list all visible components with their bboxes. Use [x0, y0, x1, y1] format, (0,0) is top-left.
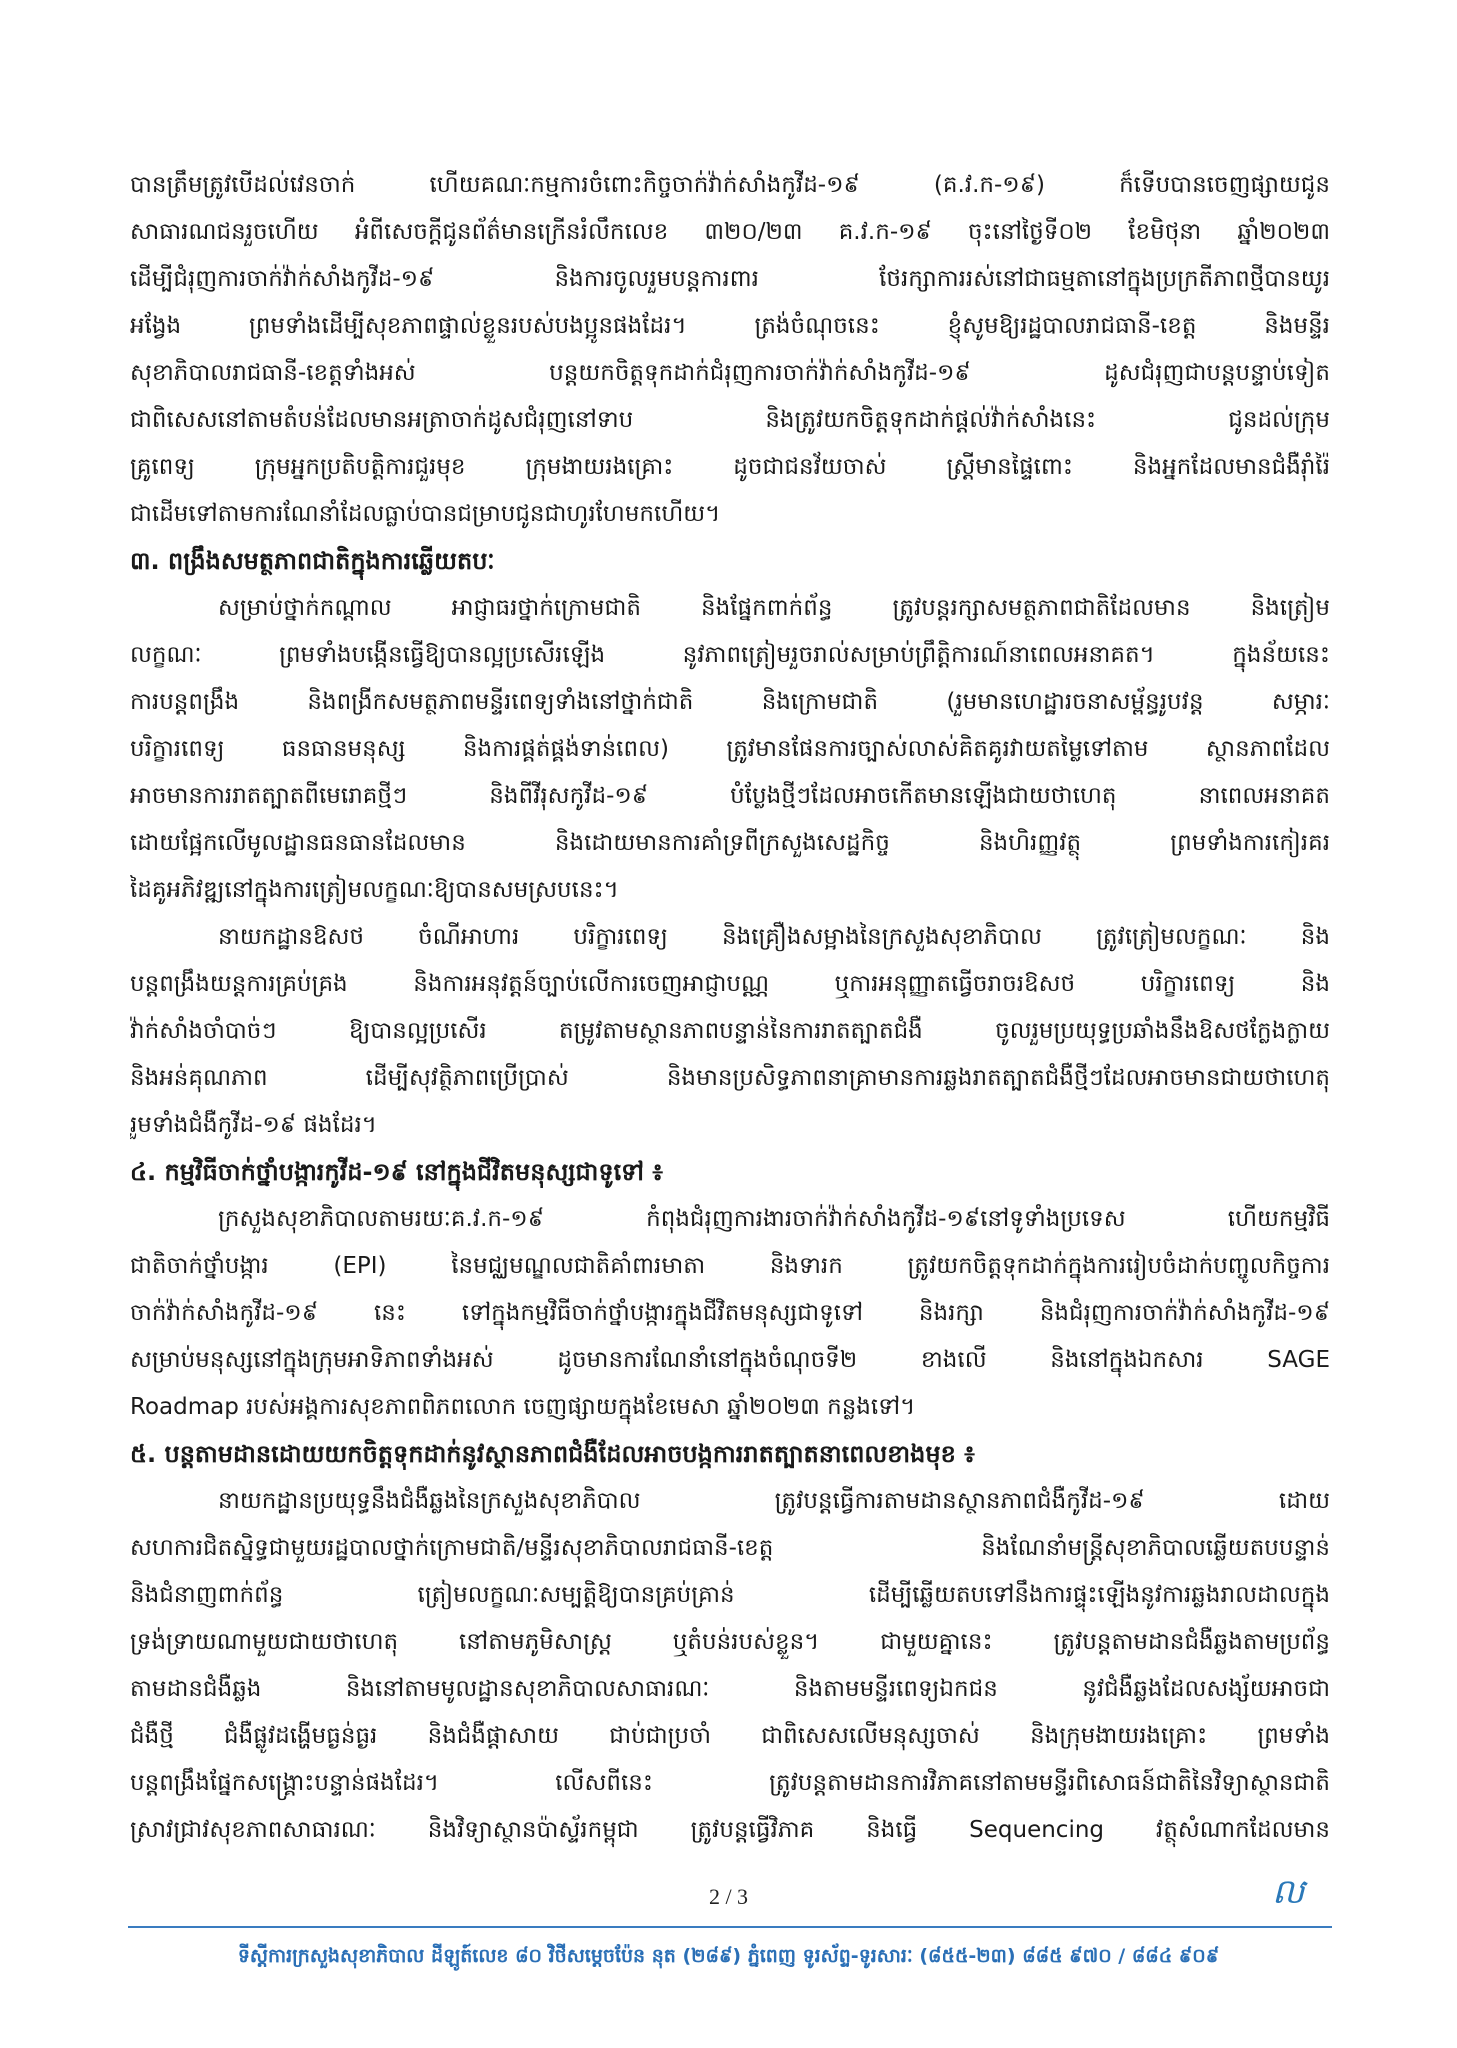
text-line: លក្ខណៈ ព្រមទាំងបង្កើនធ្វើឱ្យបានល្អប្រសើរឡើង នូវភាពត្រៀមរួចរាល់សម្រាប់ព្រឹត្តិការណ៍នាពេលអនាគត។ ក្នុងន័យនេះ — [130, 642, 1330, 668]
text-line: និងជំនាញពាក់ព័ន្ធ ត្រៀមលក្ខណៈសម្បត្តិឱ្យបានគ្រប់គ្រាន់ ដើម្បីឆ្លើយតបទៅនឹងការផ្ទុះឡើងនូវការឆ្លងរាលដាលក្នុង — [130, 1582, 1330, 1608]
text-line: អង្វែង ព្រមទាំងដើម្បីសុខភាពផ្ទាល់ខ្លួនរបស់បងប្អូនផងដែរ។ ត្រង់ចំណុចនេះ ខ្ញុំសូមឱ្យរដ្ឋបាលរាជធានី-ខេត្ត និងមន្ទីរ — [130, 313, 1330, 339]
text-line: ជាពិសេសនៅតាមតំបន់ដែលមានអត្រាចាក់ដូសជំរុញនៅទាប និងត្រូវយកចិត្តទុកដាក់ផ្តល់វ៉ាក់សាំងនេះ ជូនដល់ក្រុម — [130, 407, 1330, 433]
text-line: គ្រូពេទ្យ ក្រុមអ្នកប្រតិបត្តិការជួរមុខ ក្រុមងាយរងគ្រោះ ដូចជាជនវ័យចាស់ ស្ត្រីមានផ្ទៃពោះ និងអ្នកដែលមានជំងឺរ៉ាំរ៉ៃ — [130, 454, 1330, 480]
text-line: សុខាភិបាលរាជធានី-ខេត្តទាំងអស់ បន្តយកចិត្តទុកដាក់ជំរុញការចាក់វ៉ាក់សាំងកូវីដ-១៩ ដូសជំរុញជាបន្តបន្ទាប់ទៀត — [130, 360, 1330, 386]
text-line: និងអន់គុណភាព ដើម្បីសុវត្ថិភាពប្រើប្រាស់ និងមានប្រសិទ្ធភាពនាគ្រាមានការឆ្លងរាតត្បាតជំងឺថ្មីៗដែលអាចមានជាយថាហេតុ — [130, 1065, 1330, 1091]
text-line: អាចមានការរាតត្បាតពីមេរោគថ្មីៗ និងពីវីរុសកូវីដ-១៩ បំប្លែងថ្មីៗដែលអាចកើតមានឡើងជាយថាហេតុ នាពេលអនាគត — [130, 783, 1330, 809]
text-line: សហការជិតស្និទ្ធជាមួយរដ្ឋបាលថ្នាក់ក្រោមជាតិ/មន្ទីរសុខាភិបាលរាជធានី-ខេត្ត និងណែនាំមន្ត្រីសុខាភិបាលឆ្លើយតបបន្ទាន់ — [130, 1535, 1330, 1561]
text-line: បានត្រឹមត្រូវបើដល់វេនចាក់ ហើយគណៈកម្មការចំពោះកិច្ចចាក់វ៉ាក់សាំងកូវីដ-១៩ (គ.វ.ក-១៩) ក៏ទើបបានចេញផ្សាយជូន — [130, 172, 1330, 198]
text-line: ទ្រង់ទ្រាយណាមួយជាយថាហេតុ នៅតាមភូមិសាស្ត្រ ឬតំបន់របស់ខ្លួន។ ជាមួយគ្នានេះ ត្រូវបន្តតាមដានជំងឺឆ្លងតាមប្រព័ន្ធ — [130, 1629, 1330, 1655]
signature-initials: ល — [1272, 1872, 1305, 1912]
text-line: នាយកដ្ឋានឱសថ ចំណីអាហារ បរិក្ខារពេទ្យ និងគ្រឿងសម្អាងនៃក្រសួងសុខាភិបាល ត្រូវត្រៀមលក្ខណៈ និង — [218, 924, 1330, 950]
text-line: ដៃគូអភិវឌ្ឍនៅក្នុងការត្រៀមលក្ខណៈឱ្យបានសមស្របនេះ។ — [130, 877, 619, 903]
text-line: រួមទាំងជំងឺកូវីដ-១៩ ផងដែរ។ — [130, 1112, 377, 1138]
text-line: ជាដើមទៅតាមការណែនាំដែលធ្លាប់បានជម្រាបជូនជាហូរហែមកហើយ។ — [130, 501, 721, 527]
document-body — [130, 162, 1330, 1854]
text-line: ការបន្តពង្រឹង និងពង្រីកសមត្ថភាពមន្ទីរពេទ្យទាំងនៅថ្នាក់ជាតិ និងក្រោមជាតិ (រួមមានហេដ្ឋារចនាសម្ព័ន្ធរូបវន្ត សម្ភារៈ — [130, 689, 1330, 715]
text-line: ដើម្បីជំរុញការចាក់វ៉ាក់សាំងកូវីដ-១៩ និងការចូលរួមបន្តការពារ ថែរក្សាការរស់នៅជាធម្មតានៅក្នុងប្រក្រតីភាពថ្មីបានយូរ — [130, 266, 1330, 292]
text-line: ជាតិចាក់ថ្នាំបង្ការ (EPI) នៃមជ្ឈមណ្ឌលជាតិគាំពារមាតា និងទារក ត្រូវយកចិត្តទុកដាក់ក្នុងការរៀបចំដាក់បញ្ចូលកិច្ចការ — [130, 1253, 1330, 1279]
text-line: សម្រាប់មនុស្សនៅក្នុងក្រុមអាទិភាពទាំងអស់ ដូចមានការណែនាំនៅក្នុងចំណុចទី២ ខាងលើ និងនៅក្នុងឯកសារ SAGE — [130, 1347, 1330, 1373]
section-heading: ៥. បន្តតាមដានដោយយកចិត្តទុកដាក់នូវស្ថានភាពជំងឺដែលអាចបង្កការរាតត្បាតនាពេលខាងមុខ ៖ — [130, 1440, 975, 1468]
text-line: ចាក់វ៉ាក់សាំងកូវីដ-១៩ នេះ ទៅក្នុងកម្មវិធីចាក់ថ្នាំបង្ការក្នុងជីវិតមនុស្សជាទូទៅ និងរក្សា និងជំរុញការចាក់វ៉ាក់សាំងកូវីដ-១៩ — [130, 1300, 1330, 1326]
text-line: បន្តពង្រឹងយន្តការគ្រប់គ្រង និងការអនុវត្តន៍ច្បាប់លើការចេញអាជ្ញាបណ្ណ ឬការអនុញ្ញាតធ្វើចរាចរឱសថ បរិក្ខារពេទ្យ និង — [130, 971, 1330, 997]
text-line: ដោយផ្អែកលើមូលដ្ឋានធនធានដែលមាន និងដោយមានការគាំទ្រពីក្រសួងសេដ្ឋកិច្ច និងហិរញ្ញវត្ថុ ព្រមទាំងការកៀរគរ — [130, 830, 1330, 856]
text-line: ជំងឺថ្មី ជំងឺផ្លូវដង្ហើមធ្ងន់ធ្ងរ និងជំងឺផ្តាសាយ ជាប់ជាប្រចាំ ជាពិសេសលើមនុស្សចាស់ និងក្រុមងាយរងគ្រោះ ព្រមទាំង — [130, 1723, 1330, 1749]
text-line: នាយកដ្ឋានប្រយុទ្ធនឹងជំងឺឆ្លងនៃក្រសួងសុខាភិបាល ត្រូវបន្តធ្វើការតាមដានស្ថានភាពជំងឺកូវីដ-១៩ ដោយ — [218, 1488, 1330, 1514]
text-line: ក្រសួងសុខាភិបាលតាមរយៈគ.វ.ក-១៩ កំពុងជំរុញការងារចាក់វ៉ាក់សាំងកូវីដ-១៩នៅទូទាំងប្រទេស ហើយកម្មវិធី — [218, 1206, 1330, 1232]
text-line: វ៉ាក់សាំងចាំបាច់ៗ ឱ្យបានល្អប្រសើរ តម្រូវតាមស្ថានភាពបន្ទាន់នៃការរាតត្បាតជំងឺ ចូលរួមប្រយុទ្ធប្រឆាំងនឹងឱសថក្លែងក្លាយ — [130, 1018, 1330, 1044]
footer-address: ទីស្តីការក្រសួងសុខាភិបាល ដីឡូត៍លេខ ៨០ វិថីសម្តេចប៉ែន នុត (២៨៩) ភ្នំពេញ ទូរស័ព្ទ-ទូរសារៈ (៨៥៥-២៣) ៨៨៥ ៩៧០ / ៨៨៤ ៩០៩ — [237, 1945, 1220, 1967]
text-line: Roadmap របស់អង្គការសុខភាពពិភពលោក ចេញផ្សាយក្នុងខែមេសា ឆ្នាំ២០២៣ កន្លងទៅ។ — [130, 1394, 916, 1420]
footer-divider — [128, 1926, 1332, 1928]
section-heading: ៤. កម្មវិធីចាក់ថ្នាំបង្ការកូវីដ-១៩ នៅក្នុងជីវិតមនុស្សជាទូទៅ ៖ — [130, 1158, 663, 1186]
section-heading: ៣. ពង្រឹងសមត្ថភាពជាតិក្នុងការឆ្លើយតបៈ — [130, 547, 495, 575]
text-line: សម្រាប់ថ្នាក់កណ្តាល អាជ្ញាធរថ្នាក់ក្រោមជាតិ និងផ្នែកពាក់ព័ន្ធ ត្រូវបន្តរក្សាសមត្ថភាពជាតិដែលមាន និងត្រៀម — [218, 595, 1330, 621]
text-line: សាធារណជនរួចហើយ អំពីសេចក្តីជូនព័ត៌មានក្រើនរំលឹកលេខ ៣២០/២៣ គ.វ.ក-១៩ ចុះនៅថ្ងៃទី០២ ខែមិថុនា ឆ្នាំ២០២៣ — [130, 219, 1330, 245]
text-line: បន្តពង្រឹងផ្នែកសង្គ្រោះបន្ទាន់ផងដែរ។ លើសពីនេះ ត្រូវបន្តតាមដានការវិភាគនៅតាមមន្ទីរពិសោធន៍ជាតិនៃវិទ្យាស្ថានជាតិ — [130, 1770, 1330, 1796]
text-line: បរិក្ខារពេទ្យ ធនធានមនុស្ស និងការផ្គត់ផ្គង់ទាន់ពេល) ត្រូវមានផែនការច្បាស់លាស់គិតគូរវាយតម្លៃទៅតាម ស្ថានភាពដែល — [130, 736, 1330, 762]
text-line: តាមដានជំងឺឆ្លង និងនៅតាមមូលដ្ឋានសុខាភិបាលសាធារណៈ និងតាមមន្ទីរពេទ្យឯកជន នូវជំងឺឆ្លងដែលសង្ស័យអាចជា — [130, 1676, 1330, 1702]
text-line: ស្រាវជ្រាវសុខភាពសាធារណៈ និងវិទ្យាស្ថានប៉ាស្ទ័រកម្ពុជា ត្រូវបន្តធ្វើវិភាគ និងធ្វើ Sequencing វត្ថុសំណាកដែលមាន — [130, 1817, 1330, 1843]
page-number: 2 / 3 — [708, 1884, 749, 1909]
